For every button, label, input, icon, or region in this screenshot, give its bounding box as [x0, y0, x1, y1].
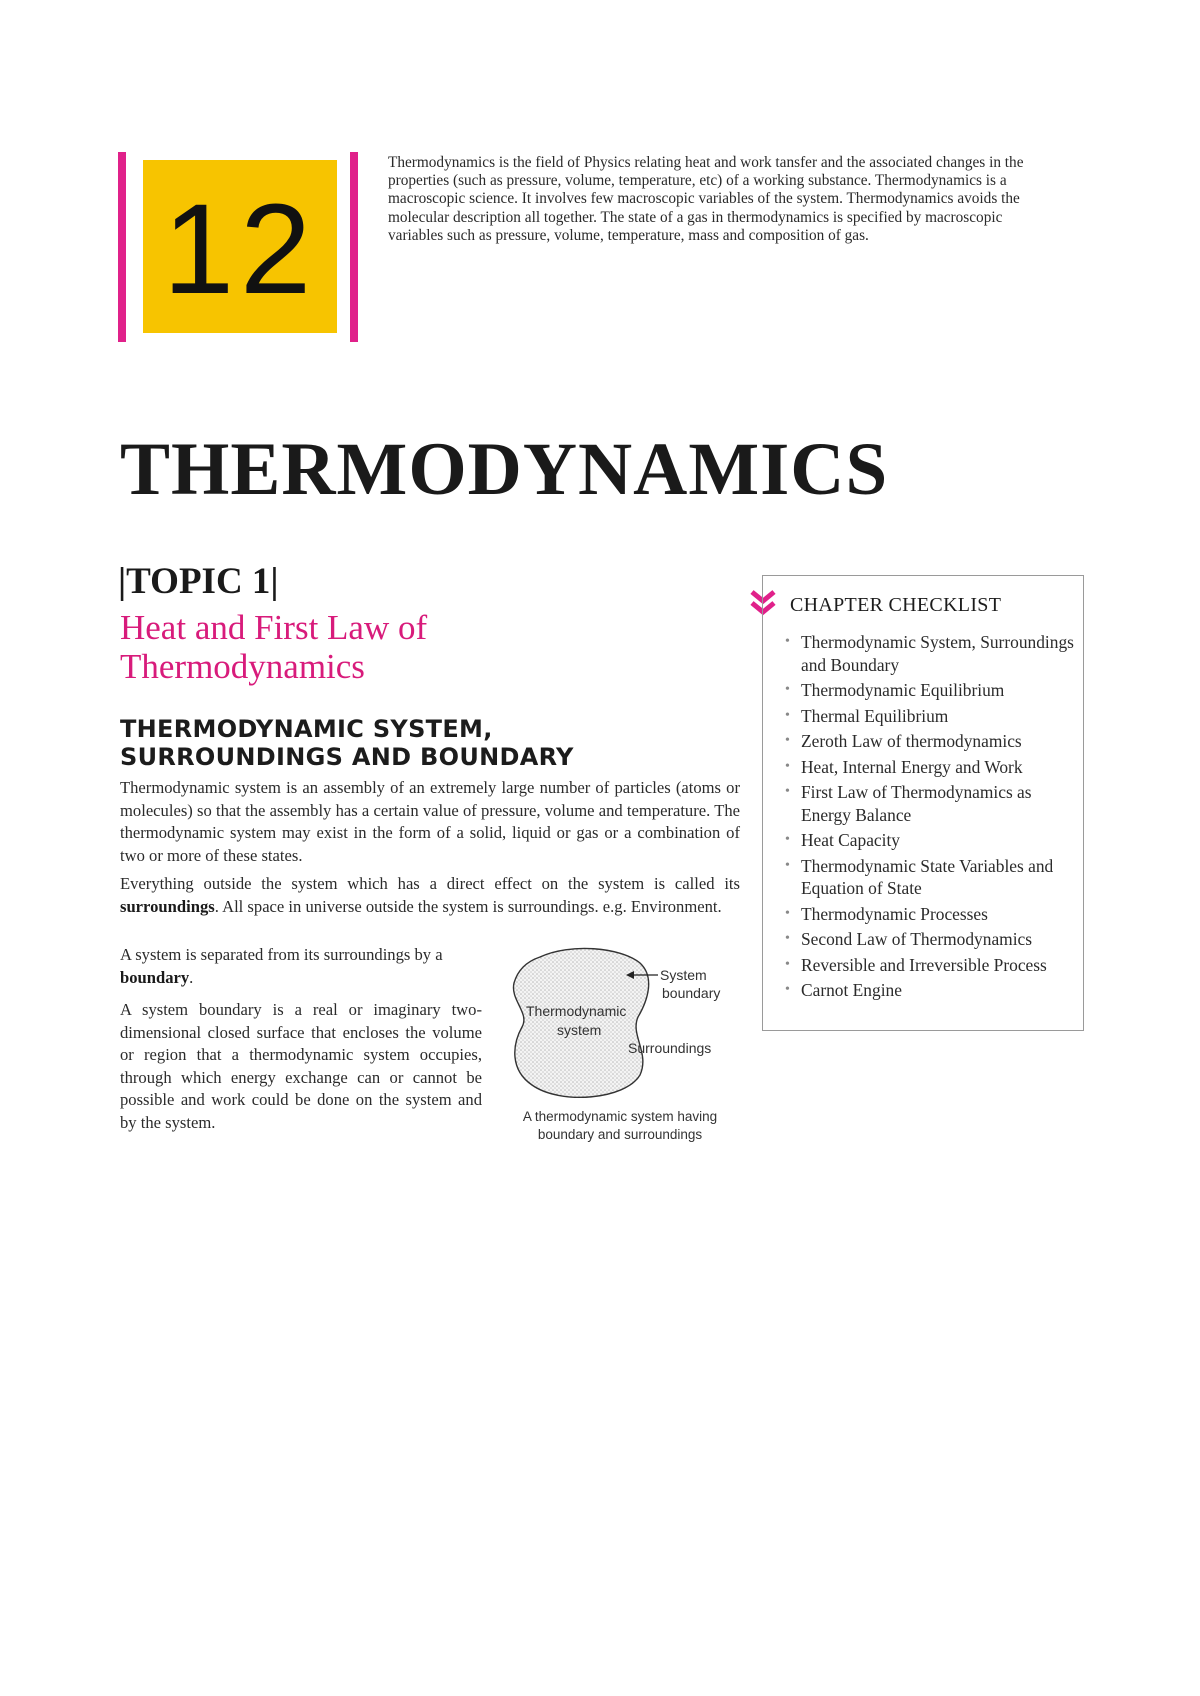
chapter-number: 12: [162, 177, 318, 321]
chapter-badge-right-bar: [350, 152, 358, 342]
surroundings-text-prefix: Everything outside the system which has a direct effect on the system is called its: [120, 874, 740, 893]
paragraph-boundary-definition: A system boundary is a real or imaginary two-dimensional closed surface that encloses the volume or region that a thermodynamic system occupies, through which energy exchange can or cannot be possible and work could be done on the system and by the system.: [120, 1000, 482, 1132]
checklist-item: • Heat, Internal Energy and Work: [785, 756, 1081, 779]
figure-label-system: System: [660, 967, 707, 983]
checklist-item: • Thermodynamic Processes: [785, 903, 1081, 926]
figure-caption: [500, 1108, 740, 1144]
topic-label: |TOPIC 1|: [118, 561, 279, 602]
checklist-item: • First Law of Thermodynamics as Energy Balance: [785, 781, 1081, 826]
topic-heading: Heat and First Law of Thermodynamics: [120, 608, 428, 686]
chapter-checklist: [762, 575, 1084, 1031]
boundary-text-suffix: .: [189, 967, 194, 987]
chapter-title: THERMODYNAMICS: [120, 428, 889, 511]
surroundings-text-suffix: . All space in universe outside the system is surroundings. e.g. Environment.: [214, 896, 722, 916]
paragraph-system-definition: Thermodynamic system is an assembly of an extremely large number of particles (atoms or molecules) so that the assembly has a certain value of pressure, volume and temperature. The thermodynamic system may exist in the form of a solid, liquid or gas or a combination of two or more of these states.: [120, 778, 740, 865]
boundary-term: boundary: [120, 967, 190, 987]
checklist-item: • Thermodynamic System, Surroundings and Boundary: [785, 631, 1081, 676]
boundary-text-prefix: A system is separated from its surroundings by a: [120, 945, 443, 964]
figure-label-thermodynamic: Thermodynamic: [526, 1003, 627, 1019]
paragraph-surroundings: [120, 873, 740, 918]
checklist-item: • Thermodynamic State Variables and Equation of State: [785, 855, 1081, 900]
section-heading: THERMODYNAMIC SYSTEM, SURROUNDINGS AND BOUNDARY: [120, 715, 574, 771]
checklist-title: CHAPTER CHECKLIST: [790, 594, 1002, 616]
checklist-item: • Second Law of Thermodynamics: [785, 928, 1081, 951]
figure-label-system-word: system: [557, 1022, 602, 1038]
chapter-number-badge: [143, 160, 337, 333]
figure-caption-line-2: boundary and surroundings: [537, 1127, 703, 1142]
surroundings-term: surroundings: [120, 896, 215, 916]
chapter-intro: Thermodynamics is the field of Physics relating heat and work tansfer and the associated changes in the properties (such as pressure, volume, temperature, etc) of a working substance. Thermodynamics is a macroscopic science. It involves few macroscopic variables of the system. Thermodynamics avoids the molecular description all together. The state of a gas in thermodynamics is specified by macroscopic variables such as pressure, volume, temperature, mass and composition of gas.: [388, 154, 1024, 244]
checklist-items: [785, 631, 1081, 1005]
checklist-item: • Zeroth Law of thermodynamics: [785, 730, 1081, 753]
figure-label-surroundings: Surroundings: [628, 1040, 712, 1056]
figure-caption-line-1: A thermodynamic system having: [522, 1109, 718, 1124]
checklist-item: • Carnot Engine: [785, 979, 1081, 1002]
checklist-item: • Reversible and Irreversible Process: [785, 954, 1081, 977]
chapter-badge-left-bar: [118, 152, 126, 342]
paragraph-boundary-intro: [120, 944, 482, 989]
checklist-item: • Thermodynamic Equilibrium: [785, 679, 1081, 702]
checklist-item: • Heat Capacity: [785, 829, 1081, 852]
figure-label-boundary: boundary: [662, 985, 721, 1001]
system-boundary-figure: [500, 945, 740, 1105]
checklist-item: • Thermal Equilibrium: [785, 705, 1081, 728]
